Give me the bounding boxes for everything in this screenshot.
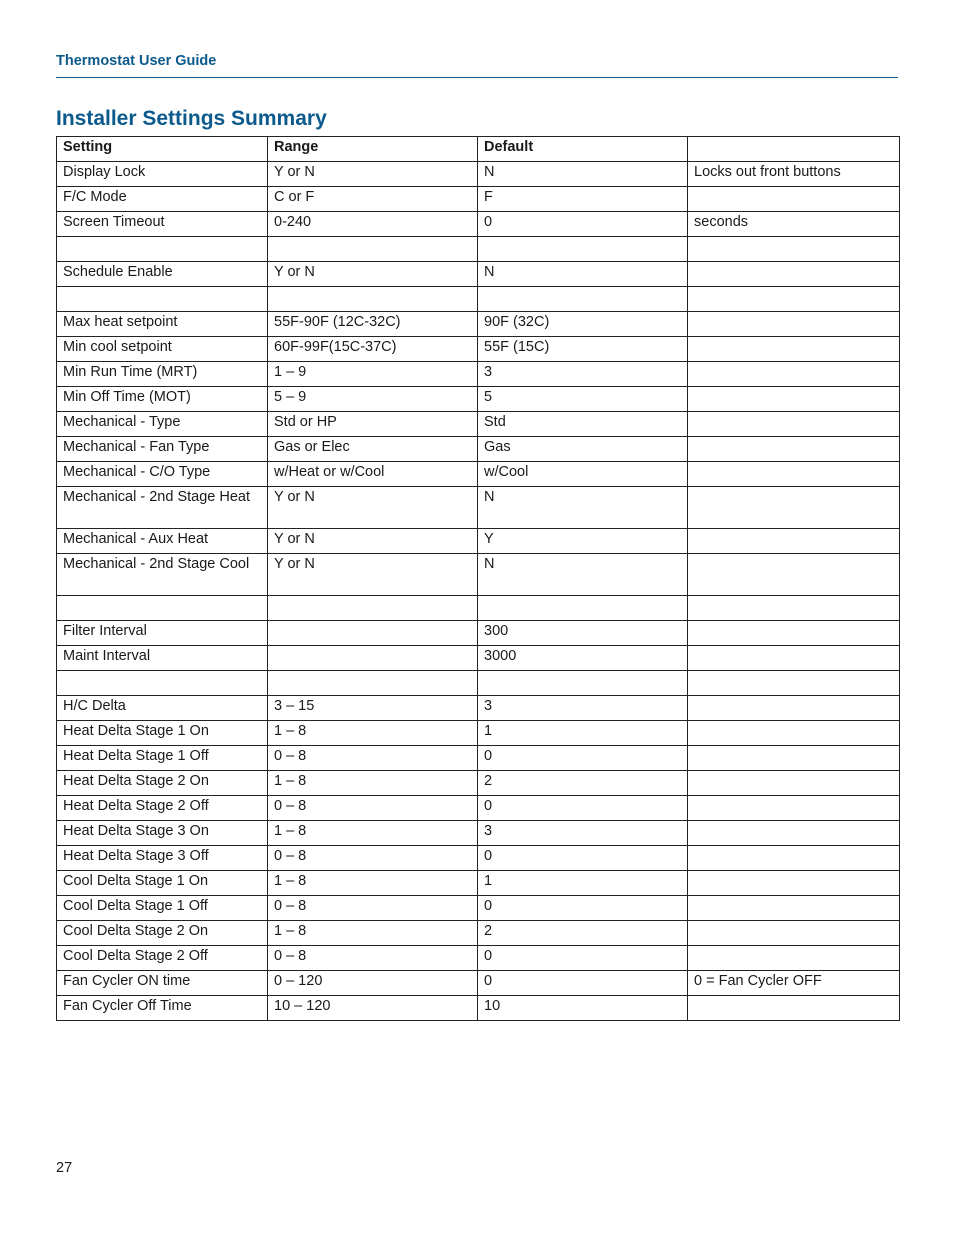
table-row — [57, 187, 900, 212]
cell-setting: Schedule Enable — [57, 262, 268, 287]
cell-setting: Screen Timeout — [57, 212, 268, 237]
cell-default: 3 — [478, 362, 688, 387]
cell-notes — [688, 462, 900, 487]
cell-default: F — [478, 187, 688, 212]
column-header-default: Default — [478, 137, 688, 162]
cell-range: 1 – 8 — [268, 821, 478, 846]
cell-notes — [688, 871, 900, 896]
cell-notes — [688, 896, 900, 921]
cell-setting: Mechanical - 2nd Stage Heat — [57, 487, 268, 529]
table-row — [57, 946, 900, 971]
table-row — [57, 412, 900, 437]
cell-range: 1 – 8 — [268, 721, 478, 746]
cell-default: Y — [478, 529, 688, 554]
cell-notes — [688, 996, 900, 1021]
cell-setting: Mechanical - Fan Type — [57, 437, 268, 462]
cell-range: Y or N — [268, 487, 478, 529]
cell-range: 3 – 15 — [268, 696, 478, 721]
cell-range: Y or N — [268, 529, 478, 554]
cell-range: 5 – 9 — [268, 387, 478, 412]
cell-default: 55F (15C) — [478, 337, 688, 362]
table-row — [57, 312, 900, 337]
table-header-row — [57, 137, 900, 162]
column-header-range: Range — [268, 137, 478, 162]
cell-default: 2 — [478, 921, 688, 946]
table-row — [57, 846, 900, 871]
cell-range: 55F-90F (12C-32C) — [268, 312, 478, 337]
cell-default: 1 — [478, 721, 688, 746]
cell-notes: Locks out front buttons — [688, 162, 900, 187]
cell-setting — [57, 671, 268, 696]
cell-default: 2 — [478, 771, 688, 796]
table-row — [57, 462, 900, 487]
cell-range: 0 – 8 — [268, 846, 478, 871]
table-row — [57, 529, 900, 554]
cell-range: 0-240 — [268, 212, 478, 237]
cell-default: 3000 — [478, 646, 688, 671]
cell-notes — [688, 596, 900, 621]
cell-default: 0 — [478, 846, 688, 871]
cell-notes — [688, 671, 900, 696]
cell-setting: Cool Delta Stage 1 On — [57, 871, 268, 896]
cell-notes — [688, 287, 900, 312]
cell-default — [478, 671, 688, 696]
cell-setting — [57, 596, 268, 621]
column-header-notes — [688, 137, 900, 162]
cell-notes — [688, 821, 900, 846]
cell-setting: Cool Delta Stage 2 On — [57, 921, 268, 946]
header-divider — [56, 77, 898, 78]
cell-range: 1 – 9 — [268, 362, 478, 387]
cell-setting: Mechanical - Aux Heat — [57, 529, 268, 554]
running-header-title: Thermostat User Guide — [56, 53, 217, 69]
cell-notes — [688, 237, 900, 262]
table-row — [57, 871, 900, 896]
cell-notes — [688, 529, 900, 554]
table-row — [57, 387, 900, 412]
table-row — [57, 996, 900, 1021]
cell-notes — [688, 646, 900, 671]
table-row — [57, 237, 900, 262]
table-row — [57, 771, 900, 796]
cell-default: 0 — [478, 946, 688, 971]
cell-default: 0 — [478, 796, 688, 821]
cell-notes — [688, 746, 900, 771]
cell-range: Y or N — [268, 262, 478, 287]
cell-notes — [688, 387, 900, 412]
cell-default: 300 — [478, 621, 688, 646]
table-row — [57, 646, 900, 671]
cell-setting — [57, 287, 268, 312]
cell-notes — [688, 796, 900, 821]
table-row — [57, 337, 900, 362]
cell-range: 1 – 8 — [268, 921, 478, 946]
cell-range — [268, 646, 478, 671]
table-row — [57, 596, 900, 621]
cell-notes — [688, 846, 900, 871]
cell-notes — [688, 621, 900, 646]
table-row — [57, 362, 900, 387]
cell-default: 0 — [478, 971, 688, 996]
table-row — [57, 896, 900, 921]
cell-range: 0 – 8 — [268, 746, 478, 771]
cell-setting: Heat Delta Stage 3 On — [57, 821, 268, 846]
cell-default: N — [478, 162, 688, 187]
table-row — [57, 212, 900, 237]
cell-range — [268, 596, 478, 621]
cell-setting: H/C Delta — [57, 696, 268, 721]
cell-setting: Maint Interval — [57, 646, 268, 671]
cell-default: N — [478, 487, 688, 529]
cell-default: 10 — [478, 996, 688, 1021]
cell-notes — [688, 771, 900, 796]
cell-range — [268, 237, 478, 262]
cell-setting: Mechanical - 2nd Stage Cool — [57, 554, 268, 596]
cell-default: N — [478, 262, 688, 287]
cell-setting: Min Off Time (MOT) — [57, 387, 268, 412]
cell-range — [268, 621, 478, 646]
table-row — [57, 621, 900, 646]
table-row — [57, 162, 900, 187]
cell-range: 0 – 120 — [268, 971, 478, 996]
cell-range: 0 – 8 — [268, 896, 478, 921]
table-row — [57, 287, 900, 312]
column-header-setting: Setting — [57, 137, 268, 162]
cell-default: 0 — [478, 896, 688, 921]
cell-default: 3 — [478, 696, 688, 721]
cell-default: Std — [478, 412, 688, 437]
cell-range: 0 – 8 — [268, 946, 478, 971]
cell-range: 1 – 8 — [268, 871, 478, 896]
cell-default: Gas — [478, 437, 688, 462]
cell-setting: Fan Cycler Off Time — [57, 996, 268, 1021]
cell-notes — [688, 721, 900, 746]
table-row — [57, 746, 900, 771]
cell-setting: Cool Delta Stage 2 Off — [57, 946, 268, 971]
cell-setting — [57, 237, 268, 262]
table-row — [57, 721, 900, 746]
cell-setting: Filter Interval — [57, 621, 268, 646]
cell-range: Y or N — [268, 162, 478, 187]
cell-range: 0 – 8 — [268, 796, 478, 821]
cell-notes — [688, 362, 900, 387]
cell-range: Gas or Elec — [268, 437, 478, 462]
table-row — [57, 971, 900, 996]
cell-notes — [688, 921, 900, 946]
cell-range — [268, 671, 478, 696]
cell-notes — [688, 337, 900, 362]
cell-range: Y or N — [268, 554, 478, 596]
installer-settings-table — [56, 136, 900, 1021]
cell-notes: 0 = Fan Cycler OFF — [688, 971, 900, 996]
cell-setting: Cool Delta Stage 1 Off — [57, 896, 268, 921]
cell-setting: Mechanical - C/O Type — [57, 462, 268, 487]
page-number: 27 — [56, 1160, 73, 1176]
cell-setting: Heat Delta Stage 1 Off — [57, 746, 268, 771]
cell-setting: Max heat setpoint — [57, 312, 268, 337]
cell-default: 5 — [478, 387, 688, 412]
cell-range: 60F-99F(15C-37C) — [268, 337, 478, 362]
table-body — [57, 162, 900, 1021]
cell-default — [478, 596, 688, 621]
cell-setting: Heat Delta Stage 1 On — [57, 721, 268, 746]
cell-default: 0 — [478, 212, 688, 237]
table-row — [57, 487, 900, 529]
cell-default: 1 — [478, 871, 688, 896]
cell-notes — [688, 262, 900, 287]
cell-setting: Heat Delta Stage 2 On — [57, 771, 268, 796]
section-title: Installer Settings Summary — [56, 107, 327, 130]
cell-setting: F/C Mode — [57, 187, 268, 212]
table-row — [57, 921, 900, 946]
cell-notes — [688, 554, 900, 596]
cell-range: Std or HP — [268, 412, 478, 437]
cell-setting: Heat Delta Stage 2 Off — [57, 796, 268, 821]
table-row — [57, 696, 900, 721]
cell-notes: seconds — [688, 212, 900, 237]
cell-setting: Heat Delta Stage 3 Off — [57, 846, 268, 871]
cell-notes — [688, 487, 900, 529]
cell-range — [268, 287, 478, 312]
cell-notes — [688, 187, 900, 212]
table-row — [57, 821, 900, 846]
cell-default: 3 — [478, 821, 688, 846]
cell-notes — [688, 412, 900, 437]
cell-notes — [688, 696, 900, 721]
cell-setting: Fan Cycler ON time — [57, 971, 268, 996]
cell-range: 10 – 120 — [268, 996, 478, 1021]
cell-default: 90F (32C) — [478, 312, 688, 337]
cell-default — [478, 287, 688, 312]
cell-setting: Min cool setpoint — [57, 337, 268, 362]
table-row — [57, 437, 900, 462]
table-row — [57, 671, 900, 696]
cell-default: w/Cool — [478, 462, 688, 487]
table-row — [57, 262, 900, 287]
cell-default: N — [478, 554, 688, 596]
table-row — [57, 796, 900, 821]
cell-setting: Display Lock — [57, 162, 268, 187]
cell-setting: Min Run Time (MRT) — [57, 362, 268, 387]
table-row — [57, 554, 900, 596]
cell-notes — [688, 437, 900, 462]
cell-range: 1 – 8 — [268, 771, 478, 796]
cell-notes — [688, 946, 900, 971]
cell-default: 0 — [478, 746, 688, 771]
cell-setting: Mechanical - Type — [57, 412, 268, 437]
cell-range: w/Heat or w/Cool — [268, 462, 478, 487]
cell-range: C or F — [268, 187, 478, 212]
cell-notes — [688, 312, 900, 337]
cell-default — [478, 237, 688, 262]
